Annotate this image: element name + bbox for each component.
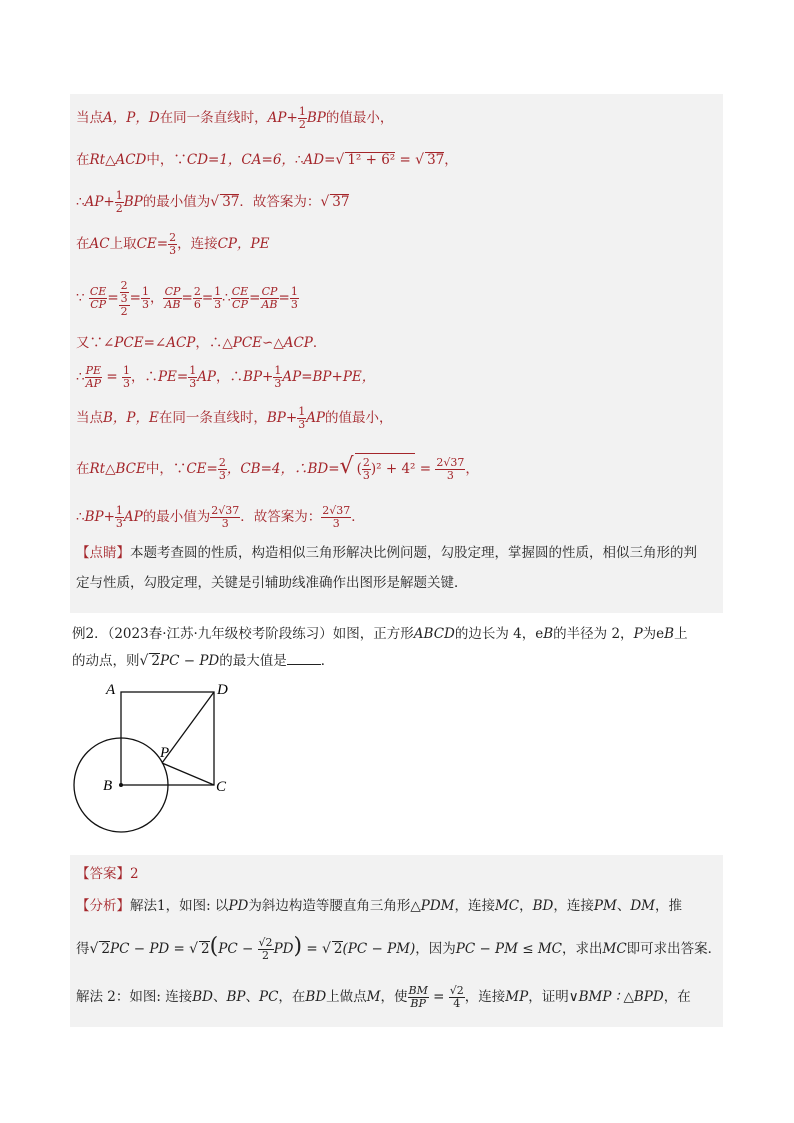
radicand: 2: [101, 941, 111, 957]
text: ，连接: [464, 989, 506, 1005]
equals: =: [249, 290, 261, 306]
radical-sign: √: [335, 152, 345, 168]
text: 的最大值是: [219, 653, 287, 669]
solution-line-7: [76, 356, 717, 398]
numerator: CP: [164, 285, 181, 298]
fraction: [213, 286, 222, 311]
text: 在同一条直线时，: [158, 410, 267, 426]
numerator: 1: [115, 504, 123, 517]
numerator: 1: [274, 364, 282, 377]
text: ．: [312, 335, 327, 351]
answer-block: [70, 855, 723, 1027]
similarity: ∨BMP ∶ △BPD: [568, 989, 664, 1005]
denominator: BP: [410, 997, 426, 1010]
expr: CE=: [136, 236, 169, 252]
radical-sign: √: [415, 152, 425, 168]
radicand: 37: [427, 152, 445, 168]
equals: =: [415, 461, 436, 477]
text: 上取: [109, 236, 137, 252]
text: ，连接: [177, 236, 218, 252]
radicand: ( $\frac{2}{3}$ )² + 4²: [355, 453, 416, 484]
fraction: [188, 365, 197, 390]
expr: PC −: [218, 941, 258, 957]
denominator: 3: [290, 298, 298, 311]
fraction: [218, 457, 227, 482]
segment-pc: [162, 763, 214, 785]
fraction: [321, 505, 351, 530]
segment: MC: [494, 898, 520, 914]
center-point-b: [119, 783, 123, 787]
points: B，P，E: [103, 410, 159, 426]
expr: AP+: [84, 194, 115, 210]
text: 在: [76, 236, 90, 252]
segment-pd: [162, 692, 214, 763]
numerator: CP: [261, 285, 278, 298]
label-d: D: [217, 683, 228, 698]
numerator: 2: [169, 231, 177, 244]
fraction: [122, 365, 131, 390]
fraction: [273, 365, 282, 390]
numerator: PE: [85, 364, 102, 377]
text: ，证明: [528, 989, 569, 1005]
label-b: B: [103, 778, 113, 794]
denominator: 3: [298, 418, 306, 431]
text: ，: [149, 290, 164, 306]
numerator: [119, 280, 130, 306]
text: ，连接: [553, 898, 594, 914]
text: ∴: [222, 290, 231, 306]
segment: AC: [89, 236, 110, 252]
numerator: 1: [298, 105, 306, 118]
denominator: 3: [120, 291, 128, 305]
text: 当点: [76, 110, 103, 126]
numerator: CE: [89, 285, 107, 298]
segment: BD: [192, 989, 213, 1005]
text: ，: [465, 461, 479, 477]
text: 又∵: [76, 335, 103, 351]
geometry-diagram: [72, 683, 252, 843]
numerator: 2: [218, 456, 226, 469]
diagram-svg: [72, 683, 252, 843]
inequality: PC − PM ≤ MC: [455, 941, 563, 957]
numerator: 1: [189, 364, 197, 377]
example-problem: [70, 621, 723, 843]
text: 即可求出答案．: [626, 941, 722, 957]
numerator: 1: [141, 285, 149, 298]
analysis-tag: 【分析】: [76, 898, 130, 914]
expr: AP=BP+PE，: [282, 369, 376, 385]
text: ．故答案为：: [240, 509, 322, 525]
segment: BD: [305, 989, 327, 1005]
text: 、: [212, 989, 227, 1005]
paren: (: [209, 934, 219, 959]
text: ，连接: [454, 898, 495, 914]
segment: PD: [228, 898, 249, 914]
text: 当点: [76, 410, 103, 426]
text: ，: [519, 898, 533, 914]
numerator: 2: [120, 278, 128, 292]
denominator: 3: [218, 469, 226, 482]
expr: BD=: [307, 461, 340, 477]
text: 的半径为 2，: [553, 626, 634, 642]
denominator: 3: [274, 377, 282, 390]
denominator: AB: [164, 298, 181, 311]
radicand: 2: [151, 653, 161, 669]
label-c: C: [216, 779, 227, 795]
fraction: [85, 365, 102, 390]
segment: MC: [602, 941, 627, 957]
equals: =: [181, 290, 193, 306]
equals: =: [278, 290, 290, 306]
denominator: 2: [115, 202, 123, 215]
denominator: 2: [120, 304, 128, 318]
comment-text: 定与性质，勾股定理，关键是引辅助线准确作出图形是解题关键．: [76, 575, 468, 591]
comment-text: 本题考查圆的性质，构造相似三角形解决比例问题，勾股定理，掌握圆的性质，相似三角形的判: [130, 545, 697, 561]
expr: PC − PD =: [110, 941, 190, 957]
text: 为斜边构造等腰直角三角形: [248, 898, 411, 914]
text: 的值最小，: [325, 410, 393, 426]
fraction: [115, 505, 124, 530]
text: 的最小值为: [142, 194, 211, 210]
text: 中，∵: [146, 152, 187, 168]
text: ，: [444, 152, 458, 168]
point: M: [366, 989, 381, 1005]
numerator: 2: [362, 456, 370, 469]
text: ∴: [76, 194, 85, 210]
radical-sign: √: [320, 194, 330, 210]
text: 、: [616, 898, 631, 914]
solution-line-9: [76, 438, 717, 496]
numerator: 2√37: [322, 504, 351, 517]
similarity: △PCE∽△ACP: [222, 335, 313, 351]
expr: (PC − PM): [342, 941, 416, 957]
solution-line-8: [76, 398, 717, 438]
radicand: 2: [333, 941, 343, 957]
text: 上做点: [326, 989, 367, 1005]
label-a: A: [106, 683, 116, 698]
numerator: 2√37: [211, 504, 240, 517]
denominator: AP: [85, 377, 101, 390]
denominator: 3: [446, 469, 454, 482]
fraction: [168, 232, 177, 257]
fraction: [260, 286, 278, 311]
solution-line-6: [76, 330, 717, 356]
square-name: ABCD: [413, 626, 455, 642]
equals: =: [428, 989, 449, 1005]
text: 上: [674, 626, 688, 642]
text: ．故答案为：: [239, 194, 321, 210]
segment: MP: [505, 989, 529, 1005]
segment: DM: [630, 898, 655, 914]
fraction: [193, 286, 202, 311]
denominator: 3: [141, 298, 149, 311]
radicand: 37: [332, 194, 350, 210]
expr: BP+: [84, 509, 115, 525]
fraction: [163, 286, 181, 311]
radical-sign: √: [89, 941, 99, 957]
analysis-line-2: [76, 923, 722, 973]
denominator: 3: [115, 517, 123, 530]
text: 在同一条直线时，: [159, 110, 268, 126]
denominator: CP: [90, 298, 107, 311]
numerator: CE: [231, 285, 249, 298]
text: ，因为: [415, 941, 456, 957]
denominator: 3: [221, 517, 229, 530]
numerator: √2: [258, 936, 273, 949]
solution-line-3: [76, 182, 717, 222]
given: CD=1，CA=6，: [186, 152, 295, 168]
text: ．: [351, 509, 365, 525]
text: 解法 2：如图: 连接: [76, 989, 193, 1005]
segment: PM: [593, 898, 617, 914]
text: ∴: [294, 152, 304, 168]
expr: PE=: [157, 369, 189, 385]
solution-line-4: [76, 222, 717, 266]
answer-blank[interactable]: [287, 652, 321, 665]
text: ，求出: [562, 941, 603, 957]
point: P: [633, 626, 643, 642]
numerator: 1: [214, 285, 222, 298]
equals: =: [302, 941, 322, 957]
text: 解法1，如图: 以: [130, 898, 229, 914]
example-line-2: [72, 647, 723, 675]
numerator: BM: [408, 984, 428, 997]
fraction: [297, 406, 306, 431]
solution-block: [70, 94, 723, 613]
fraction: [115, 190, 124, 215]
denominator: 3: [214, 298, 222, 311]
fraction: [141, 286, 150, 311]
fraction: [298, 106, 307, 131]
circle-symbol: e: [656, 626, 665, 642]
denominator: 3: [332, 517, 340, 530]
fraction: [89, 286, 107, 311]
equals: =: [129, 290, 141, 306]
fraction: [435, 457, 465, 482]
fraction: [449, 985, 465, 1010]
comment-tag: 【点睛】: [76, 545, 130, 561]
answer-line: [76, 859, 717, 889]
expr: BP: [306, 110, 326, 126]
text: 的动点，则: [72, 653, 140, 669]
expr: CE=: [186, 461, 218, 477]
analysis-line-1: [76, 889, 717, 923]
segment: PC: [259, 989, 279, 1005]
radicand: 37: [222, 194, 240, 210]
radical-sign: √: [321, 941, 331, 957]
page-content: [70, 94, 723, 1027]
triangle: △PDM: [410, 898, 455, 914]
numerator: 1: [115, 189, 123, 202]
text: ∴: [76, 509, 85, 525]
expr: AD=: [303, 152, 336, 168]
triangle: Rt△BCE: [89, 461, 146, 477]
expr: AP: [123, 509, 143, 525]
expr: ² + 4²: [376, 461, 416, 477]
expr: AP+: [267, 110, 298, 126]
expr: BP+: [266, 410, 298, 426]
fraction: [290, 286, 299, 311]
answer-value: 2: [130, 866, 139, 882]
text: 例2．（2023春·江苏·九年级校考阶段练习）如图，正方形: [72, 626, 414, 642]
text: ∴: [76, 369, 85, 385]
text: 为: [642, 626, 657, 642]
text: 得: [76, 941, 90, 957]
label-p: P: [160, 745, 170, 761]
text: 中，∵: [145, 461, 187, 477]
fraction: [120, 280, 129, 305]
circle-symbol: e: [535, 626, 544, 642]
text: ，使: [380, 989, 408, 1005]
solution-line-1: [76, 98, 717, 138]
numerator: √2: [449, 984, 464, 997]
fraction: [231, 286, 249, 311]
radicand: 2: [201, 941, 210, 957]
numerator: 1: [298, 405, 306, 418]
segments: CP，PE: [217, 236, 270, 252]
text: ∵: [76, 290, 85, 306]
fraction: [258, 937, 274, 962]
triangle: Rt△ACD: [89, 152, 147, 168]
denominator: 3: [362, 469, 370, 482]
equals: =: [107, 290, 119, 306]
point: B: [543, 626, 554, 642]
segment: BP: [226, 989, 246, 1005]
text: 、: [245, 989, 259, 1005]
numerator: 2√37: [436, 456, 465, 469]
denominator: 3: [169, 244, 177, 257]
expr: AP: [306, 410, 326, 426]
text: 的值最小，: [325, 110, 394, 126]
expr: AP: [197, 369, 217, 385]
example-line-1: [72, 621, 723, 647]
text: ，∴: [195, 335, 223, 351]
text: 在: [76, 152, 90, 168]
text: ．: [320, 653, 335, 669]
fraction: [408, 985, 429, 1010]
equals: =: [102, 369, 122, 385]
expr: BP: [123, 194, 143, 210]
comment-line-2: [76, 568, 717, 598]
numerator: 1: [290, 285, 298, 298]
denominator: 2: [298, 118, 306, 131]
radicand: 1² + 6²: [347, 152, 396, 168]
equals: =: [395, 152, 416, 168]
numerator: 2: [193, 285, 201, 298]
expr: PC − PD: [160, 653, 220, 669]
nested-fraction: [119, 280, 130, 318]
expr: PD: [273, 941, 294, 957]
paren: ): [293, 934, 303, 959]
denominator: AB: [261, 298, 278, 311]
text: ，在: [278, 989, 306, 1005]
expr: BP+: [243, 369, 274, 385]
comment-line-1: [76, 538, 717, 568]
text: 的最小值为: [142, 509, 211, 525]
text: 在: [76, 461, 90, 477]
point: B: [664, 626, 675, 642]
fraction: [362, 457, 371, 482]
analysis-line-3: [76, 973, 717, 1021]
radical-sign: √: [139, 653, 149, 669]
points: A，P，D: [103, 110, 160, 126]
solution-line-5: [76, 266, 717, 330]
square-abcd: [121, 692, 214, 785]
radical-sign: √: [339, 454, 354, 479]
text: 的边长为 4，: [454, 626, 536, 642]
denominator: 3: [122, 377, 130, 390]
solution-line-2: [76, 138, 717, 182]
angles: ∠PCE=∠ACP: [103, 335, 196, 351]
text: ，推: [654, 898, 682, 914]
denominator: CP: [232, 298, 248, 311]
equals: =: [201, 290, 214, 306]
answer-tag: 【答案】: [76, 866, 130, 882]
radical-sign: √: [210, 194, 220, 210]
text: ，在: [663, 989, 691, 1005]
text: ，∴: [130, 369, 158, 385]
denominator: 6: [193, 298, 201, 311]
numerator: 1: [122, 364, 130, 377]
fraction: [210, 505, 240, 530]
text: ，∴: [216, 369, 244, 385]
denominator: 3: [189, 377, 197, 390]
radical-sign: √: [189, 941, 199, 957]
expr: ，CB=4，∴: [226, 461, 308, 477]
denominator: 2: [262, 949, 270, 962]
segment: BD: [532, 898, 554, 914]
solution-line-10: [76, 496, 717, 538]
denominator: 4: [453, 997, 461, 1010]
